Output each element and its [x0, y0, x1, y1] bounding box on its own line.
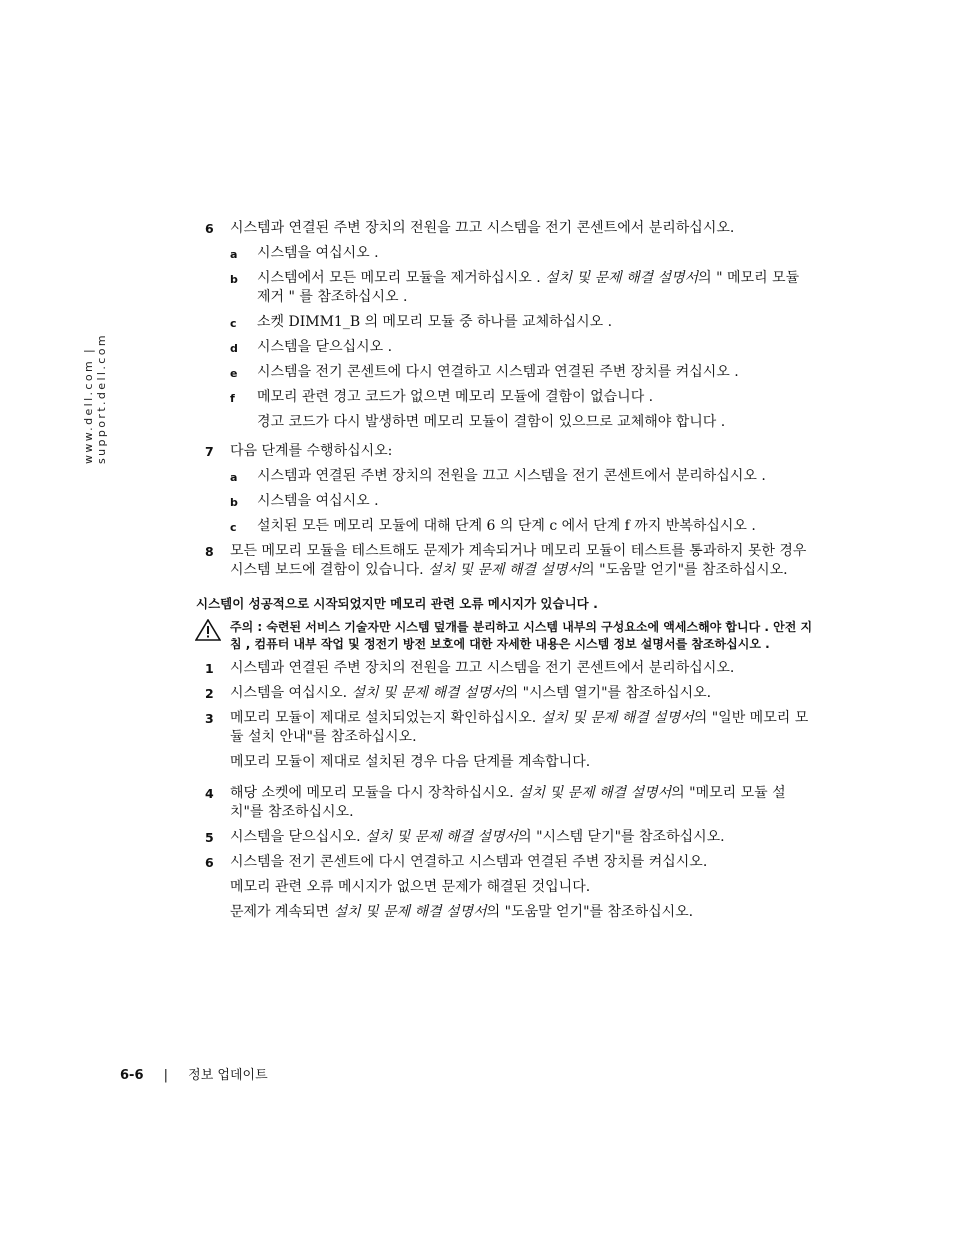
substep-text: 시스템을 닫으십시오 . — [257, 339, 393, 355]
substep-e — [205, 363, 817, 382]
substep-letter: b — [230, 496, 238, 509]
caution-text: 주의 : 숙련된 서비스 기술자만 시스템 덮개를 분리하고 시스템 내부의 구성요소에 액세스해야 합니다 . 안전 지침 , 컴퓨터 내부 작업 및 정전기 방전 보호에 대한 자세한 내용은 시스템 정보 설명서를 참조하십시오 . — [230, 620, 813, 651]
step-number: 4 — [205, 786, 214, 801]
step-5 — [205, 828, 817, 847]
substep-letter: d — [230, 342, 238, 355]
step-text: 해당 소켓에 메모리 모듈을 다시 장착하십시오. — [230, 785, 519, 801]
substep-text: 시스템을 여십시오 . — [257, 245, 379, 261]
step-text: 메모리 모듈이 제대로 설치되었는지 확인하십시오. — [230, 710, 541, 726]
step-text: 모든 메모리 모듈을 테스트해도 문제가 계속되거나 메모리 모듈이 테스트를 통과하지 못한 경우 시스템 보드에 결함이 있습니다. — [230, 543, 807, 578]
step-7 — [205, 442, 817, 461]
substep-text: 설치된 모든 메모리 모듈에 대해 단계 6 의 단계 c 에서 단계 f 까지 반복하십시오 . — [257, 518, 756, 534]
substep-a — [205, 467, 817, 486]
page-footer — [120, 1064, 268, 1083]
substep-letter: f — [230, 392, 235, 405]
step-3 — [205, 709, 817, 747]
footer-title: 정보 업데이트 — [188, 1068, 268, 1083]
substep-c — [205, 517, 817, 536]
step-number: 1 — [205, 661, 214, 676]
step-number: 8 — [205, 544, 214, 559]
step-text: 시스템을 닫으십시오. — [230, 829, 366, 845]
continuation-text: 문제가 계속되면 — [230, 904, 334, 920]
footer-separator: | — [163, 1068, 169, 1083]
substep-letter: a — [230, 471, 238, 484]
manual-title: 설치 및 문제 해결 설명서 — [333, 904, 487, 920]
step-text: 의 "메모리 모듈 설치"를 참조하십시오. — [230, 785, 786, 820]
substep-letter: c — [230, 521, 237, 534]
manual-title: 설치 및 문제 해결 설명서 — [365, 829, 519, 845]
step-text: 다음 단계를 수행하십시오: — [230, 443, 393, 459]
step-number: 7 — [205, 444, 214, 459]
manual-title: 설치 및 문제 해결 설명서 — [428, 562, 582, 578]
step-2 — [205, 684, 817, 703]
section-heading: 시스템이 성공적으로 시작되었지만 메모리 관련 오류 메시지가 있습니다 . — [196, 596, 598, 611]
substep-text: 시스템과 연결된 주변 장치의 전원을 끄고 시스템을 전기 콘센트에서 분리하십시오 . — [257, 468, 766, 484]
step-1 — [205, 659, 817, 678]
substep-text: 시스템을 전기 콘센트에 다시 연결하고 시스템과 연결된 주변 장치를 켜십시오 . — [257, 364, 739, 380]
substep-b — [205, 269, 817, 307]
step-6 — [205, 219, 817, 238]
step-number: 3 — [205, 711, 214, 726]
substep-a — [205, 244, 817, 263]
substep-letter: b — [230, 273, 238, 286]
step-number: 2 — [205, 686, 214, 701]
page-number: 6-6 — [120, 1068, 144, 1083]
manual-title: 설치 및 문제 해결 설명서 — [540, 710, 694, 726]
step-6-continuation-2 — [205, 903, 817, 922]
step-6-continuation: 메모리 관련 오류 메시지가 없으면 문제가 해결된 것입니다. — [230, 879, 591, 895]
substep-d — [205, 338, 817, 357]
manual-title: 설치 및 문제 해결 설명서 — [518, 785, 672, 801]
step-text: 시스템과 연결된 주변 장치의 전원을 끄고 시스템을 전기 콘센트에서 분리하십시오. — [230, 220, 735, 236]
step-text: 의 "시스템 닫기"를 참조하십시오. — [518, 829, 725, 845]
substep-f — [205, 388, 817, 407]
manual-title: 설치 및 문제 해결 설명서 — [545, 270, 699, 286]
substep-text: 시스템을 여십시오 . — [257, 493, 379, 509]
manual-title: 설치 및 문제 해결 설명서 — [351, 685, 505, 701]
caution-note — [205, 619, 817, 653]
substep-letter: c — [230, 317, 237, 330]
step-text: 시스템과 연결된 주변 장치의 전원을 끄고 시스템을 전기 콘센트에서 분리하십시오. — [230, 660, 735, 676]
step-text: 의 "일반 메모리 모듈 설치 안내"를 참조하십시오. — [230, 710, 809, 745]
step-text: 의 "시스템 열기"를 참조하십시오. — [504, 685, 712, 701]
substep-text: 의 " 메모리 모듈 제거 " 를 참조하십시오 . — [257, 270, 800, 305]
side-url-label: www.dell.com | support.dell.com — [82, 333, 108, 464]
substep-f-continuation: 경고 코드가 다시 발생하면 메모리 모듈이 결함이 있으므로 교체해야 합니다 . — [257, 414, 726, 430]
continuation-text: 의 "도움말 얻기"를 참조하십시오. — [486, 904, 694, 920]
substep-letter: e — [230, 367, 238, 380]
substep-text: 시스템에서 모든 메모리 모듈을 제거하십시오 . — [257, 270, 546, 286]
step-4 — [205, 784, 817, 822]
substep-text: 메모리 관련 경고 코드가 없으면 메모리 모듈에 결함이 없습니다 . — [257, 389, 654, 405]
warning-icon — [195, 619, 221, 641]
step-text: 시스템을 전기 콘센트에 다시 연결하고 시스템과 연결된 주변 장치를 켜십시오. — [230, 854, 708, 870]
step-number: 6 — [205, 221, 214, 236]
substep-b — [205, 492, 817, 511]
step-6 — [205, 853, 817, 872]
step-number: 6 — [205, 855, 214, 870]
substep-letter: a — [230, 248, 238, 261]
step-3-continuation: 메모리 모듈이 제대로 설치된 경우 다음 단계를 계속합니다. — [230, 754, 591, 770]
step-8 — [205, 542, 817, 580]
substep-c — [205, 313, 817, 332]
step-text: 시스템을 여십시오. — [230, 685, 352, 701]
step-text: 의 "도움말 얻기"를 참조하십시오. — [581, 562, 788, 578]
page-content — [196, 219, 817, 928]
step-number: 5 — [205, 830, 214, 845]
substep-text: 소켓 DIMM1_B 의 메모리 모듈 중 하나를 교체하십시오 . — [257, 314, 613, 330]
